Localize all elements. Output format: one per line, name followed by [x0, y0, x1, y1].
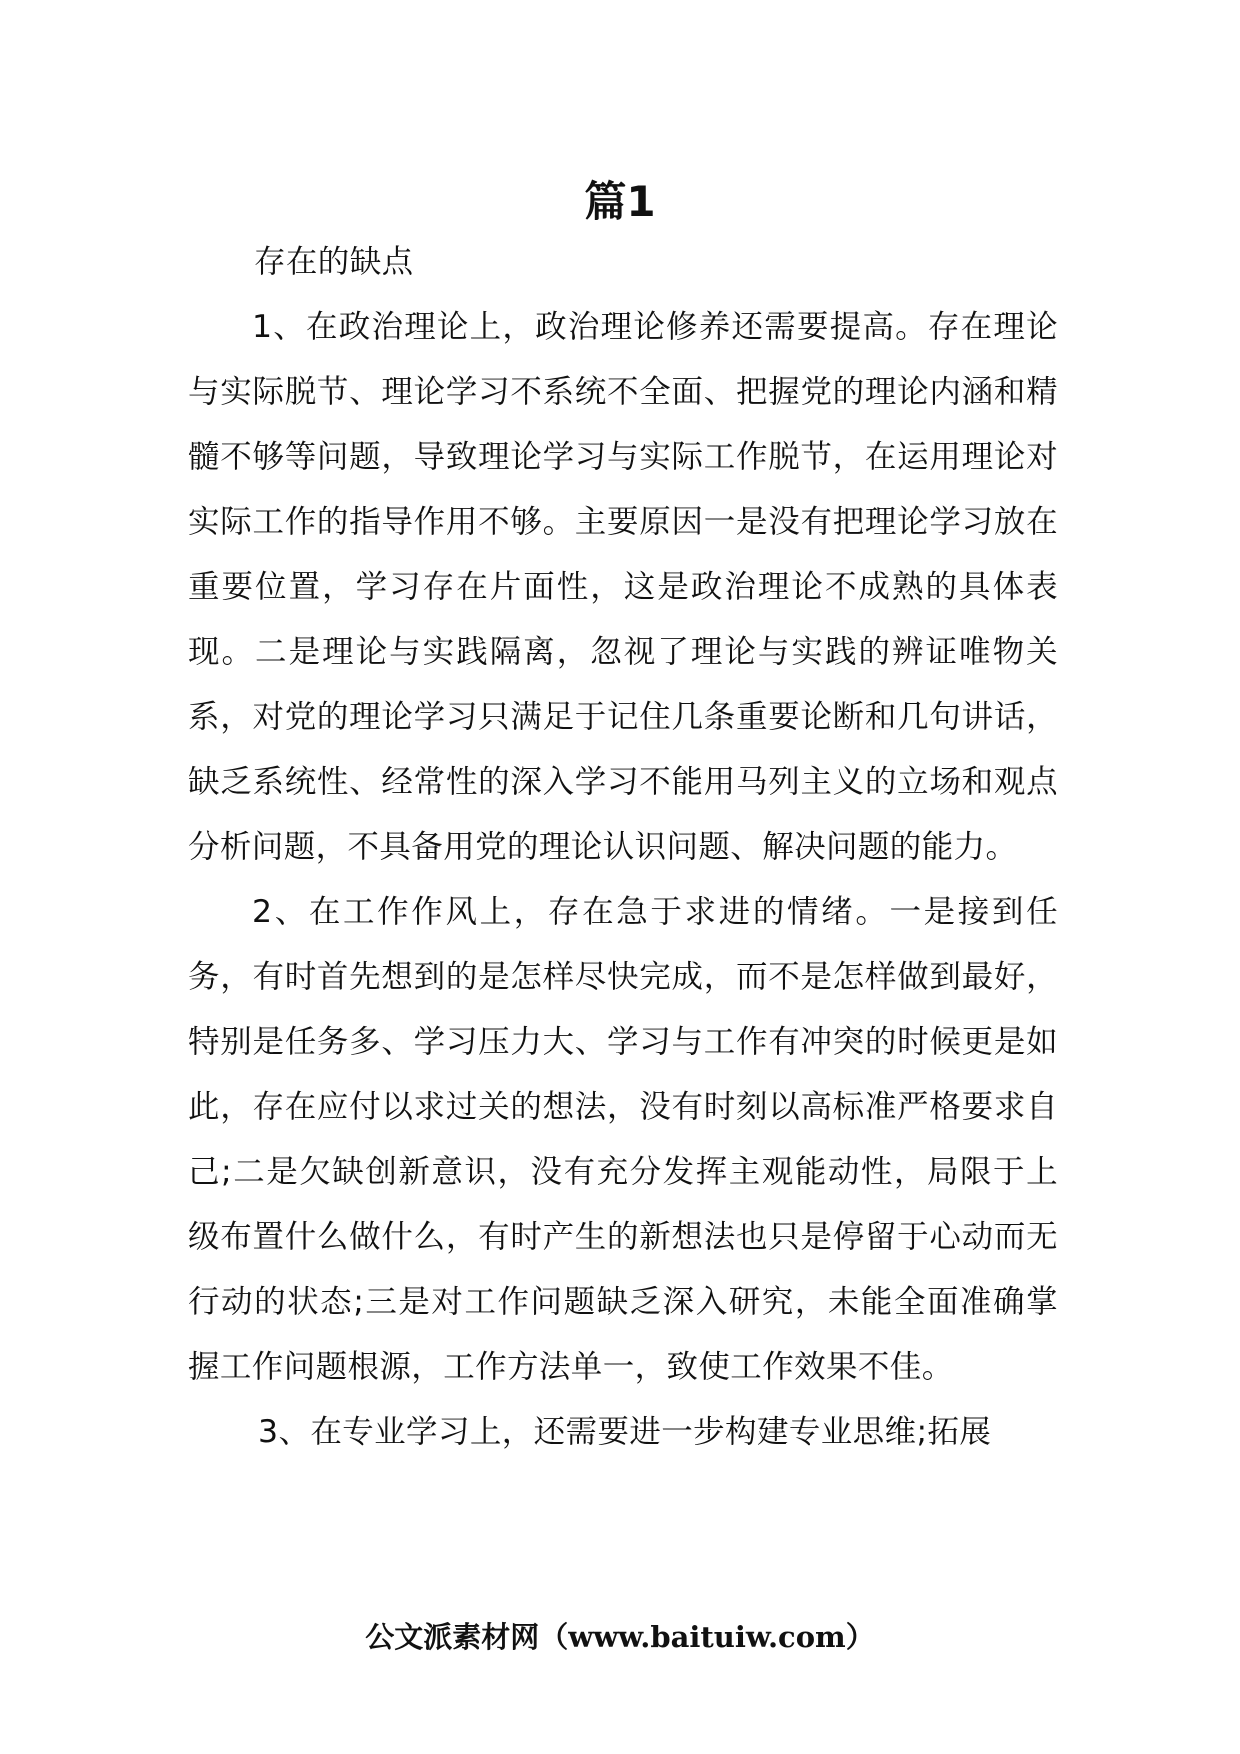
section-heading: 存在的缺点	[254, 244, 414, 280]
paragraph-2: 2、在工作作风上，存在急于求进的情绪。一是接到任务，有时首先想到的是怎样尽快完成，而不是怎样做到最好，特别是任务多、学习压力大、学习与工作有冲突的时候更是如此，存在应付以求过关的想法，没有时刻以高标准严格要求自己;二是欠缺创新意识，没有充分发挥主观能动性，局限于上级布置什么做什么，有时产生的新想法也只是停留于心动而无行动的状态;三是对工作问题缺乏深入研究，未能全面准确掌握工作问题根源，工作方法单一，致使工作效果不佳。	[188, 894, 1058, 1385]
footer-source-label: 公文派素材网（www.baituiw.com）	[365, 1620, 875, 1654]
document-title: 篇1	[584, 177, 656, 226]
document-body	[188, 230, 1058, 1465]
paragraph-1: 1、在政治理论上，政治理论修养还需要提高。存在理论与实际脱节、理论学习不系统不全面、把握党的理论内涵和精髓不够等问题，导致理论学习与实际工作脱节，在运用理论对实际工作的指导作用不够。主要原因一是没有把理论学习放在重要位置，学习存在片面性，这是政治理论不成熟的具体表现。二是理论与实践隔离，忽视了理论与实践的辨证唯物关系，对党的理论学习只满足于记住几条重要论断和几句讲话，缺乏系统性、经常性的深入学习不能用马列主义的立场和观点分析问题，不具备用党的理论认识问题、解决问题的能力。	[188, 309, 1058, 865]
paragraph-3: 3、在专业学习上，还需要进一步构建专业思维;拓展	[258, 1414, 992, 1450]
